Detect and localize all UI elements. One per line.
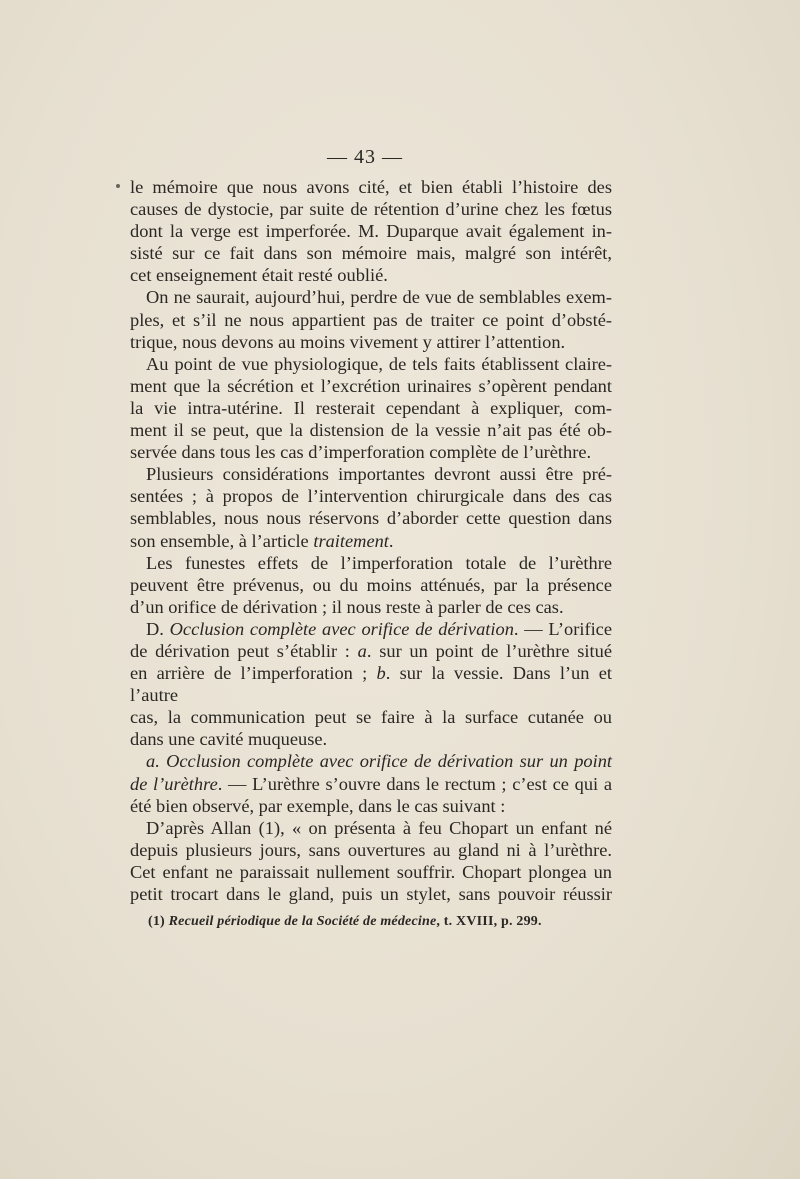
text-line: servée dans tous les cas d’imperforation complète de l’urèthre. (130, 442, 592, 463)
paragraph-3-end (130, 441, 612, 463)
text-line: ment il se peut, que la distension de la vessie n’ait pas été ob- (130, 420, 612, 441)
text-line: Au point de vue physiologique, de tels faits établissent claire- (146, 353, 612, 374)
text-line: sisté sur ce fait dans son mémoire mais, malgré son intérêt, (130, 243, 612, 264)
text-line: Cet enfant ne paraissait nullement souffrir. Chopart plongea un (130, 861, 612, 882)
text-line: le mémoire que nous avons cité, et bien établi l’histoire des (130, 177, 612, 197)
text-line: Les funestes effets de l’imperforation totale de l’urèthre (146, 552, 612, 573)
margin-mark (116, 184, 120, 188)
subsection-heading: a. Occlusion complète avec orifice de dérivation sur un point (146, 751, 612, 772)
footnote-marker: (1) (148, 914, 169, 929)
italic-letter: b (376, 663, 386, 684)
section-heading: Occlusion complète avec orifice de dérivation (169, 618, 514, 639)
body-text (130, 176, 612, 905)
text-line: depuis plusieurs jours, sans ouvertures au gland ni à l’urèthre. (130, 839, 612, 860)
text-line: causes de dystocie, par suite de rétention d’urine chez les fœtus (130, 199, 612, 220)
text-line: semblables, nous nous réservons d’aborder cette question dans (130, 508, 612, 529)
text-line: d’un orifice de dérivation ; il nous reste à parler de ces cas. (130, 596, 564, 617)
paragraph-3 (130, 353, 612, 441)
paragraph-5 (130, 552, 612, 596)
text-line: cas, la communication peut se faire à la surface cutanée ou (130, 707, 612, 728)
footnote-reference: , t. XVIII, p. 299. (436, 914, 542, 929)
page-number: — 43 — (327, 146, 403, 168)
text-line: On ne saurait, aujourd’hui, perdre de vue de semblables exem- (146, 287, 612, 308)
footnote (148, 914, 542, 930)
subsection-heading-cont: de l’urèthre (130, 773, 218, 794)
text-fragment: . (388, 530, 394, 551)
text-line: cet enseignement était resté oublié. (130, 265, 388, 286)
paragraph-2 (130, 286, 612, 330)
paragraph-4 (130, 463, 612, 529)
paragraph-2-end (130, 331, 612, 353)
paragraph-5-end (130, 596, 612, 618)
text-fragment: . sur un point de l’urèthre situé (366, 640, 612, 661)
text-line: la vie intra-utérine. Il resterait cependant à expliquer, com- (130, 397, 612, 418)
text-line: Plusieurs considérations importantes devront aussi être pré- (146, 464, 612, 485)
text-fragment: de dérivation peut s’établir : (130, 640, 358, 661)
paragraph-4-end (130, 530, 612, 552)
paragraph-7 (130, 750, 612, 794)
text-line: trique, nous devons au moins vivement y attirer l’attention. (130, 331, 566, 352)
text-line: petit trocart dans le gland, puis un stylet, sans pouvoir réussir (130, 884, 612, 904)
paragraph-6-end (130, 728, 612, 750)
section-letter: D. (146, 618, 170, 639)
text-line: ment que la sécrétion et l’excrétion urinaires s’opèrent pendant (130, 375, 612, 396)
text-line: sentées ; à propos de l’intervention chirurgicale dans des cas (130, 486, 612, 507)
paragraph-1 (130, 176, 612, 264)
paragraph-6 (130, 618, 612, 728)
text-line: été bien observé, par exemple, dans le cas suivant : (130, 795, 506, 816)
text-fragment: . sur la vessie. Dans l’un et l’autre (130, 663, 612, 706)
paragraph-8 (130, 817, 612, 905)
text-fragment: en arrière de l’imperforation ; (130, 663, 377, 684)
text-fragment: . — L’orifice (513, 618, 613, 639)
text-line: peuvent être prévenus, ou du moins atténués, par la présence (130, 574, 612, 595)
paragraph-7-end (130, 795, 612, 817)
footnote-source: Recueil périodique de la Société de médecine (168, 914, 437, 929)
text-line: dans une cavité muqueuse. (130, 729, 328, 750)
italic-letter: a (357, 640, 367, 661)
text-line: dont la verge est imperforée. M. Duparque avait également in- (130, 221, 612, 242)
text-fragment: son ensemble, à l’article (130, 530, 314, 551)
paragraph-1-end (130, 264, 612, 286)
italic-term: traitement (313, 530, 389, 551)
text-fragment: . — L’urèthre s’ouvre dans le rectum ; c’est ce qui a (217, 773, 612, 794)
text-line: D’après Allan (1), « on présenta à feu Chopart un enfant né (146, 817, 612, 838)
text-line: ples, et s’il ne nous appartient pas de traiter ce point d’obsté- (130, 309, 612, 330)
